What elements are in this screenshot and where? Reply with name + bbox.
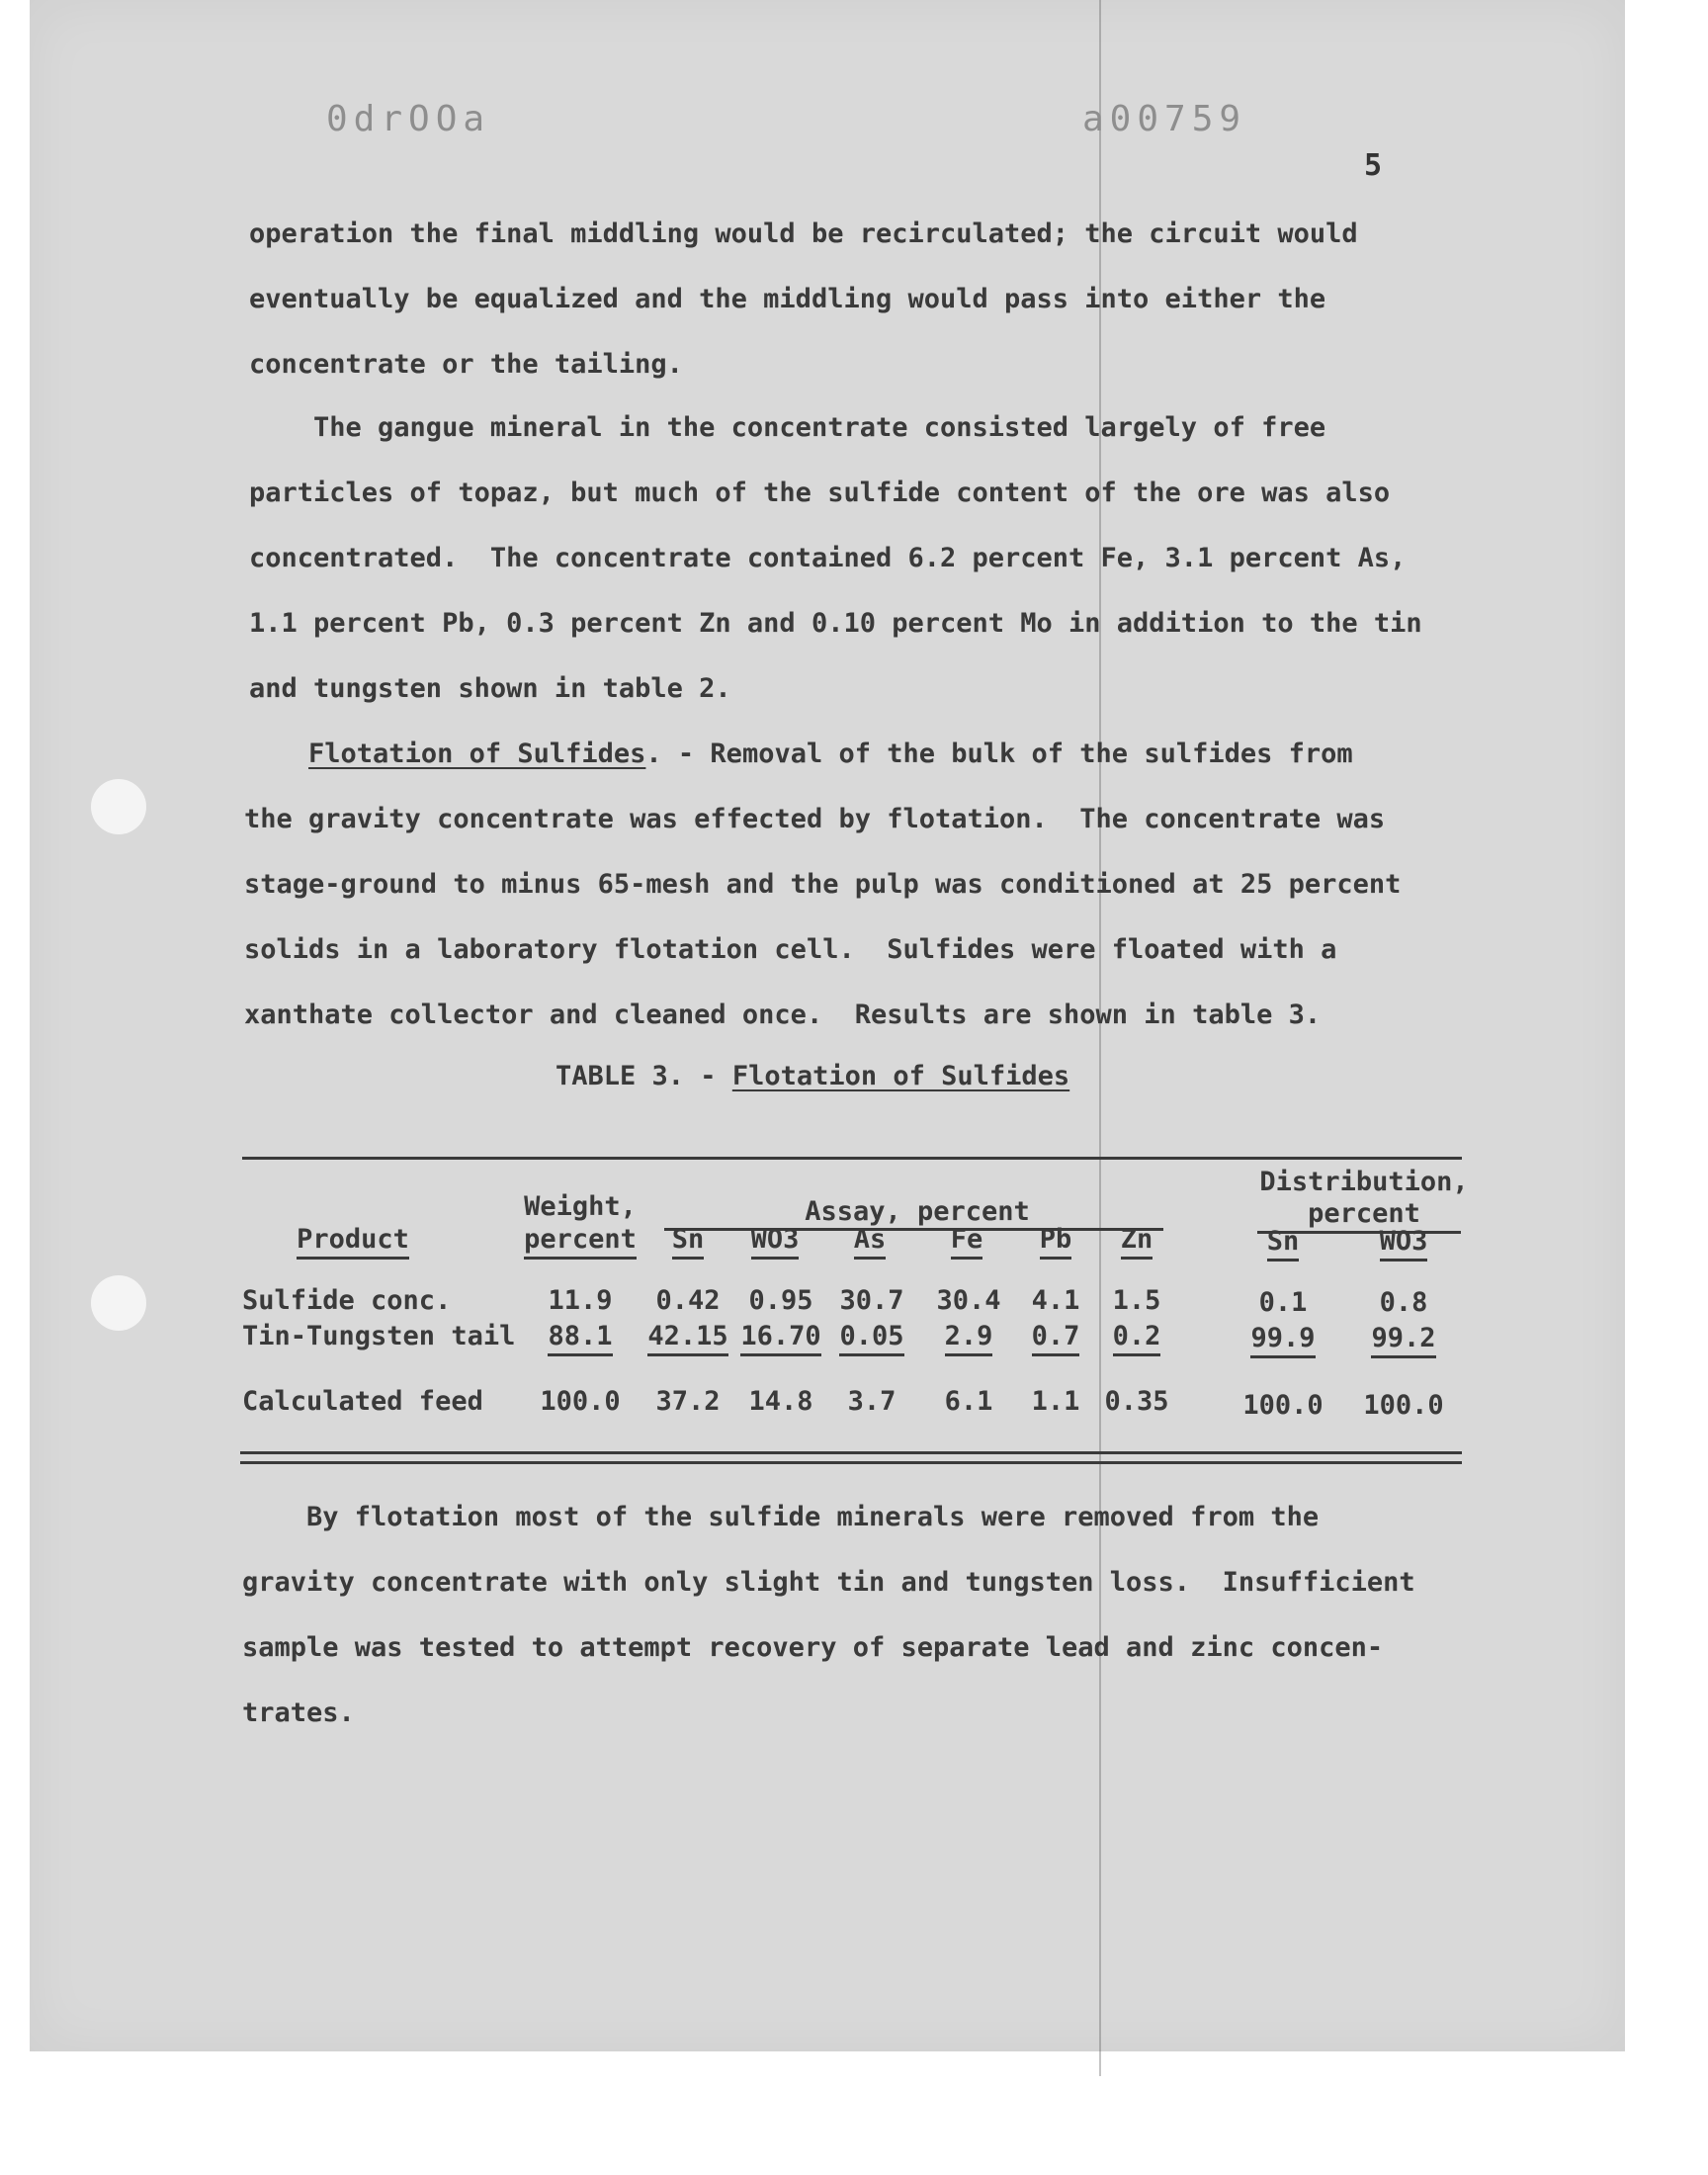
row-assay-as: 0.05: [826, 1321, 917, 1351]
paragraph-2: [249, 395, 1422, 722]
header-assay-group: Assay, percent: [805, 1196, 1030, 1227]
row-dist-wo3: 0.8: [1379, 1287, 1428, 1318]
row-assay-fe: 30.4: [936, 1285, 1001, 1316]
paragraph-3: [244, 722, 1401, 1048]
table-bottom-rule-2: [240, 1461, 1462, 1464]
punch-hole-top: [91, 779, 146, 834]
header-sn: Sn: [656, 1224, 720, 1255]
stamp-number-right: a00759: [1082, 99, 1247, 139]
row-weight: 88.1: [516, 1321, 644, 1351]
row-dist-sn: 99.9: [1234, 1323, 1332, 1353]
text-line: eventually be equalized and the middling would pass into either the: [249, 284, 1326, 314]
text-line: By flotation most of the sulfide minerals were removed from the: [242, 1502, 1320, 1532]
row-assay-pb: 0.7: [1016, 1321, 1095, 1351]
text-line: concentrated. The concentrate contained 6.2 percent Fe, 3.1 percent As,: [249, 543, 1407, 573]
row-assay-zn: 0.35: [1104, 1386, 1169, 1417]
row-assay-pb: 1.1: [1031, 1386, 1080, 1417]
header-product: Product: [289, 1224, 417, 1255]
table-title: [555, 1061, 1069, 1091]
table-bottom-rule-1: [240, 1451, 1462, 1454]
row-assay-wo3: 16.70: [735, 1321, 826, 1351]
punch-hole-bottom: [91, 1275, 146, 1331]
table-top-rule: [242, 1157, 1462, 1160]
row-dist-sn: 100.0: [1242, 1390, 1324, 1421]
row-assay-wo3: 14.8: [748, 1386, 813, 1417]
header-weight-line1: Weight,: [524, 1191, 637, 1222]
row-dist-sn: 0.1: [1258, 1287, 1308, 1318]
text-line: particles of topaz, but much of the sulfide content of the ore was also: [249, 478, 1391, 508]
header-wo3: WO3: [735, 1224, 814, 1255]
row-assay-fe: 6.1: [944, 1386, 993, 1417]
row-assay-sn: 42.15: [642, 1321, 733, 1351]
text-line: operation the final middling would be recirculated; the circuit would: [249, 218, 1358, 249]
row-dist-wo3: 99.2: [1344, 1323, 1463, 1353]
text-line: stage-ground to minus 65-mesh and the pulp was conditioned at 25 percent: [244, 869, 1402, 900]
text-line: concentrate or the tailing.: [249, 349, 683, 380]
row-assay-sn: 37.2: [655, 1386, 721, 1417]
row-assay-zn: 1.5: [1112, 1285, 1161, 1316]
row-dist-wo3: 100.0: [1363, 1390, 1444, 1421]
row-weight: 11.9: [548, 1285, 613, 1316]
text-line: trates.: [242, 1697, 355, 1728]
row-assay-fe: 2.9: [923, 1321, 1014, 1351]
row-assay-as: 3.7: [847, 1386, 897, 1417]
header-fe: Fe: [927, 1224, 1006, 1255]
row-product: Sulfide conc.: [242, 1285, 452, 1316]
page-number: 5: [1364, 148, 1383, 183]
header-distribution-line1: Distribution,: [1259, 1167, 1469, 1197]
row-assay-sn: 0.42: [655, 1285, 721, 1316]
header-zn: Zn: [1105, 1224, 1168, 1255]
text-line: sample was tested to attempt recovery of separate lead and zinc concen-: [242, 1632, 1384, 1663]
text-line: solids in a laboratory flotation cell. Sulfides were floated with a: [244, 934, 1337, 965]
text-line: the gravity concentrate was effected by flotation. The concentrate was: [244, 804, 1386, 834]
header-as: As: [830, 1224, 909, 1255]
row-product: Tin-Tungsten tail: [242, 1321, 516, 1351]
header-pb: Pb: [1024, 1224, 1087, 1255]
row-assay-wo3: 0.95: [748, 1285, 813, 1316]
paragraph-1: [249, 202, 1358, 397]
header-dist-wo3: WO3: [1344, 1226, 1463, 1257]
text-line: xanthate collector and cleaned once. Results are shown in table 3.: [244, 1000, 1322, 1030]
row-weight: 100.0: [540, 1386, 621, 1417]
row-product: Calculated feed: [242, 1386, 483, 1417]
text-line: 1.1 percent Pb, 0.3 percent Zn and 0.10 percent Mo in addition to the tin: [249, 608, 1422, 639]
paragraph-4: [242, 1485, 1415, 1746]
header-distribution-line2: percent: [1308, 1198, 1420, 1229]
stamp-number-left: 0drOOa: [326, 99, 491, 139]
text-line: and tungsten shown in table 2.: [249, 673, 731, 704]
row-assay-zn: 0.2: [1097, 1321, 1176, 1351]
heading-continuation: . - Removal of the bulk of the sulfides from: [645, 739, 1353, 769]
text-line: gravity concentrate with only slight tin and tungsten loss. Insufficient: [242, 1567, 1415, 1598]
table-title-main: Flotation of Sulfides: [731, 1061, 1070, 1091]
text-line: The gangue mineral in the concentrate consisted largely of free: [249, 412, 1326, 443]
row-assay-pb: 4.1: [1031, 1285, 1080, 1316]
row-assay-as: 30.7: [839, 1285, 904, 1316]
text-line: [244, 722, 1401, 787]
section-heading: Flotation of Sulfides: [308, 739, 646, 769]
table-title-prefix: TABLE 3. -: [555, 1061, 732, 1091]
header-weight-line2: percent: [516, 1224, 644, 1255]
header-dist-sn: Sn: [1234, 1226, 1332, 1257]
